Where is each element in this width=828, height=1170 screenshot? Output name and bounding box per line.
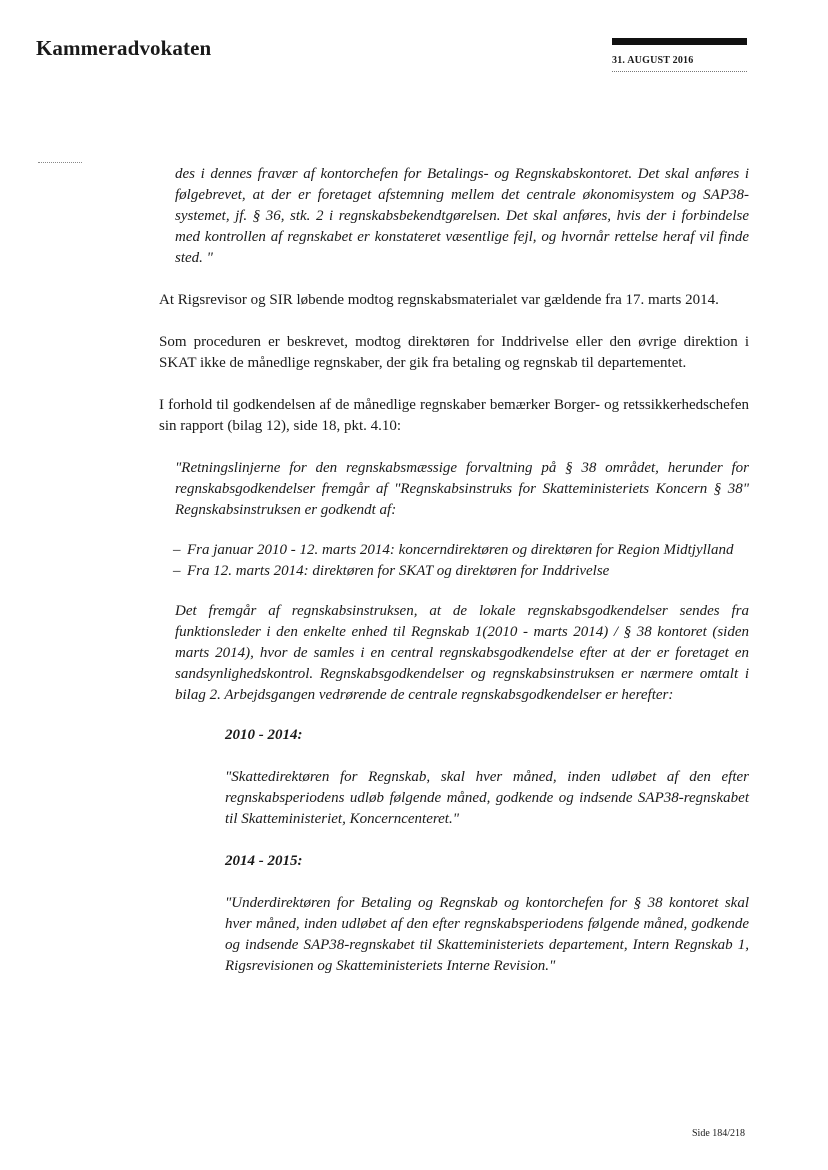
date-bar — [612, 38, 747, 45]
paragraph-rigsrevisor: At Rigsrevisor og SIR løbende modtog regnskabsmaterialet var gældende fra 17. marts 2014. — [159, 292, 719, 308]
section-heading-2010-2014: 2010 - 2014: — [225, 727, 303, 743]
quote-paragraph-skattedirektoren: "Skattedirektøren for Regnskab, skal hver måned, inden udløbet af den efter regnskabsperiodens udløb følgende måned, godkende og indsende SAP38-regnskabet til Skatteministeriet, Koncerncenteret." — [225, 769, 749, 827]
margin-rule — [38, 162, 82, 163]
document-date: 31. AUGUST 2016 — [612, 55, 694, 66]
quote-paragraph-underdirektoren: "Underdirektøren for Betaling og Regnskab og kontorchefen for § 38 kontoret skal hver måned, inden udløbet af den efter regnskabsperiodens følgende måned, godkende og indsende SAP38-regnskabet til Skatteministeriets departement, Intern Regnskab 1, Rigsrevisionen og Skatteministeriets Interne Revision." — [225, 895, 749, 974]
approval-list — [173, 540, 749, 582]
date-rule — [612, 71, 747, 72]
brand-title: Kammeradvokaten — [36, 36, 212, 60]
quote-paragraph-regnskabsinstruks: Det fremgår af regnskabsinstruksen, at de lokale regnskabsgodkendelser sendes fra funktionsleder i den enkelte enhed til Regnskab 1(2010 - marts 2014) / § 38 kontoret (siden marts 2014), hvor de samles i en central regnskabsgodkendelse efter at der er foretaget en sandsynlighedskontrol. Regnskabsgodkendelser og regnskabsinstruksen er nærmere omtalt i bilag 2. Arbejdsgangen vedrørende de centrale regnskabsgodkendelser er herefter: — [175, 603, 749, 703]
quote-paragraph-1: des i dennes fravær af kontorchefen for Betalings- og Regnskabskontoret. Det skal anføres i følgebrevet, at der er foretaget afstemning mellem det centrale økonomisystem og SAP38-systemet, jf. § 36, stk. 2 i regnskabsbekendtgørelsen. Det skal anføres, hvis der i forbindelse med kontrollen af regnskabet er konstateret væsentlige fejl, og hvornår rettelse heraf vil finde sted. " — [175, 166, 749, 266]
list-item: – Fra januar 2010 - 12. marts 2014: koncerndirektøren og direktøren for Region Midtjylland — [173, 540, 749, 561]
paragraph-godkendelse: I forhold til godkendelsen af de månedlige regnskaber bemærker Borger- og retssikkerhedschefen sin rapport (bilag 12), side 18, pkt. 4.10: — [159, 397, 749, 434]
list-item: – Fra 12. marts 2014: direktøren for SKAT og direktøren for Inddrivelse — [173, 561, 749, 582]
page-number: Side 184/218 — [692, 1128, 746, 1139]
paragraph-procedure: Som proceduren er beskrevet, modtog direktøren for Inddrivelse eller den øvrige direktion i SKAT ikke de månedlige regnskaber, der gik fra betaling og regnskab til departementet. — [159, 334, 749, 371]
body-content — [159, 164, 749, 977]
quote-paragraph-retningslinjer: "Retningslinjerne for den regnskabsmæssige forvaltning på § 38 området, herunder for regnskabsgodkendelser fremgår af "Regnskabsinstruks for Skatteministeriets Koncern § 38" Regnskabsinstruksen er godkendt af: — [175, 460, 749, 518]
section-heading-2014-2015: 2014 - 2015: — [225, 853, 303, 869]
date-block — [612, 38, 747, 72]
